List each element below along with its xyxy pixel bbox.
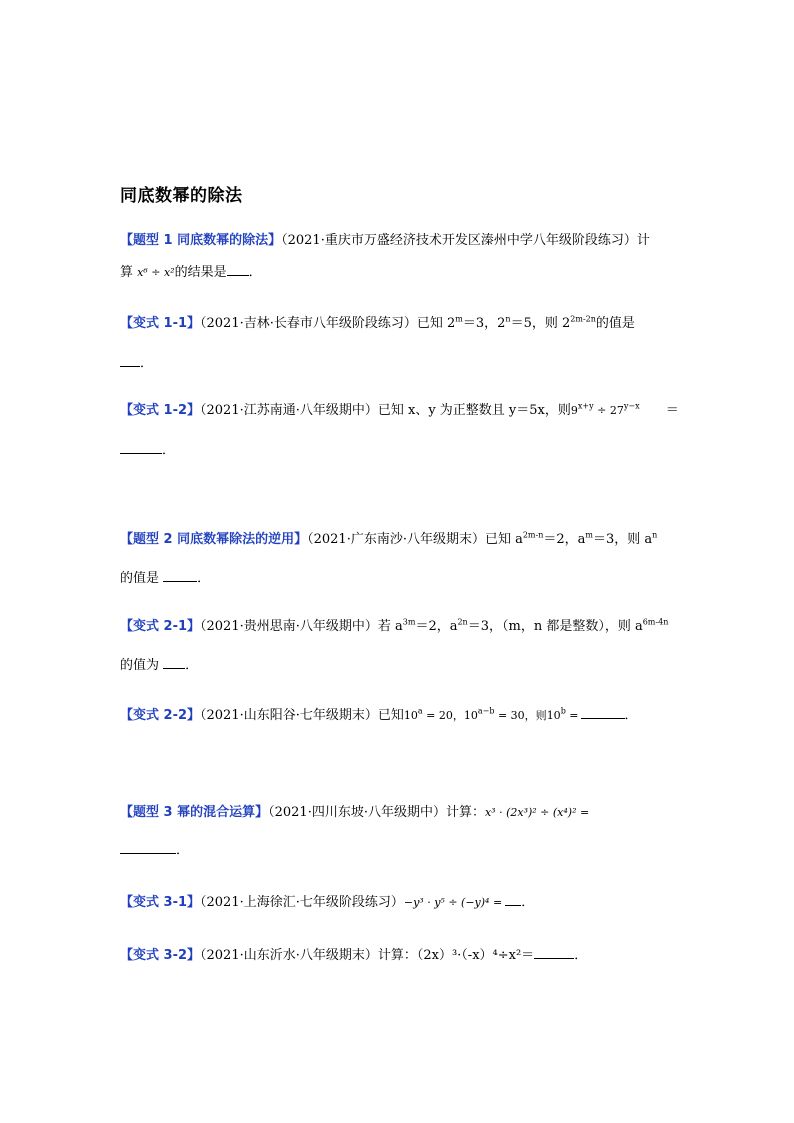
text: ． [176, 843, 190, 858]
answer-blank[interactable] [163, 569, 197, 582]
text: 算 [120, 265, 138, 280]
text: （2021·贵州思南·八年级期中）若 a [200, 619, 403, 634]
text: （2021·江苏南通·八年级期中）已知 x、y 为正整数且 y＝5x，则 [200, 403, 571, 418]
superscript: 6m-4n [642, 617, 669, 627]
superscript: 2m-2n [570, 314, 596, 324]
variant-tag: 【变式 1-2】 [120, 403, 201, 418]
text: （2021·广东南沙·八年级期末）已知 a [307, 532, 523, 547]
problem-source: （2021·重庆市万盛经济技术开发区溱州中学八年级阶段练习）计 [281, 233, 650, 248]
superscript: y−x [623, 401, 640, 411]
variant-1-1-line-1 [120, 316, 635, 332]
text: ． [574, 948, 588, 963]
variant-3-2-line-1 [120, 946, 587, 964]
math-expression: 10 [403, 709, 418, 722]
answer-blank[interactable] [120, 354, 140, 367]
math-expression: = 20， [422, 709, 464, 722]
math-expression: = [565, 709, 579, 722]
problem-tag: 【题型 3 幂的混合运算】 [120, 805, 269, 820]
text: 的结果是 [174, 265, 227, 280]
math-expression: ÷ 27 [593, 404, 624, 417]
text: 的值是 [595, 316, 635, 331]
problem-3-line-1 [120, 805, 589, 821]
text: ＝2，a [415, 619, 458, 634]
variant-tag: 【变式 2-1】 [120, 619, 201, 634]
problem-1-line-1 [120, 233, 650, 249]
text: ． [162, 443, 176, 458]
math-expression: 10 [546, 709, 561, 722]
variant-tag: 【变式 3-1】 [120, 895, 201, 910]
variant-tag: 【变式 1-1】 [120, 316, 201, 331]
problem-3-line-2 [120, 841, 189, 859]
variant-3-1-line-1 [120, 893, 534, 911]
variant-2-2-line-1 [120, 706, 638, 724]
text: ＝5，则 2 [510, 316, 571, 331]
superscript: x+y [577, 401, 594, 411]
page-title: 同底数幂的除法 [120, 186, 243, 206]
text: ． [248, 265, 262, 280]
answer-blank[interactable] [120, 841, 176, 854]
problem-1-line-2 [120, 263, 262, 281]
text: （2021·山东沂水·八年级期末）计算：（2x）³·（-x）⁴÷x²＝ [200, 948, 535, 963]
variant-2-1-line-1 [120, 619, 668, 635]
superscript: n [505, 314, 511, 324]
math-expression: x⁶ ÷ x² [137, 266, 175, 279]
problem-tag: 【题型 1 同底数幂的除法】 [120, 233, 282, 248]
answer-blank[interactable] [120, 441, 162, 454]
superscript: 3m [402, 617, 416, 627]
text: ． [197, 571, 211, 586]
problem-2-line-1 [120, 532, 657, 548]
variant-tag: 【变式 2-2】 [120, 708, 201, 723]
text: ． [624, 708, 638, 723]
problem-2-line-2 [120, 569, 210, 587]
text: （2021·四川东坡·八年级期中）计算： [268, 805, 485, 820]
math-expression: 10 [463, 709, 478, 722]
text: ＝3，则 a [593, 532, 653, 547]
answer-blank[interactable] [505, 893, 521, 906]
text: （2021·山东阳谷·七年级期末）已知 [200, 708, 404, 723]
superscript: m [455, 314, 463, 324]
superscript: m [585, 530, 593, 540]
text: ＝ [661, 403, 679, 418]
text: ． [140, 356, 154, 371]
text: （2021·上海徐汇·七年级阶段练习） [200, 895, 404, 910]
text: 的值为 [120, 658, 164, 673]
answer-blank[interactable] [227, 263, 249, 276]
answer-blank[interactable] [163, 656, 185, 669]
answer-blank[interactable] [581, 706, 625, 719]
text: ． [521, 895, 535, 910]
superscript: a−b [477, 706, 495, 716]
superscript: 2n [457, 617, 468, 627]
superscript: 2m-n [522, 530, 544, 540]
superscript: n [652, 530, 658, 540]
answer-blank[interactable] [534, 946, 574, 959]
variant-1-2-line-2 [120, 441, 175, 459]
variant-tag: 【变式 3-2】 [120, 948, 201, 963]
text: （2021·吉林·长春市八年级阶段练习）已知 2 [200, 316, 456, 331]
math-expression: = 30，则 [494, 709, 547, 722]
variant-1-1-line-2 [120, 354, 153, 372]
text: ＝3，（m，n 都是整数），则 a [467, 619, 643, 634]
text: ． [185, 658, 199, 673]
math-expression: 9 [570, 404, 578, 417]
variant-1-2-line-1 [120, 403, 679, 419]
text: 的值是 [120, 571, 164, 586]
superscript: a [417, 706, 423, 716]
math-expression: x³ · (2x³)² ÷ (x⁴)² = [484, 806, 590, 819]
problem-tag: 【题型 2 同底数幂除法的逆用】 [120, 532, 308, 547]
math-expression: −y³ · y⁵ ÷ (−y)⁴ = [403, 896, 503, 909]
variant-2-1-line-2 [120, 656, 198, 674]
superscript: b [560, 706, 566, 716]
text: ＝3，2 [462, 316, 506, 331]
text: ＝2，a [543, 532, 586, 547]
